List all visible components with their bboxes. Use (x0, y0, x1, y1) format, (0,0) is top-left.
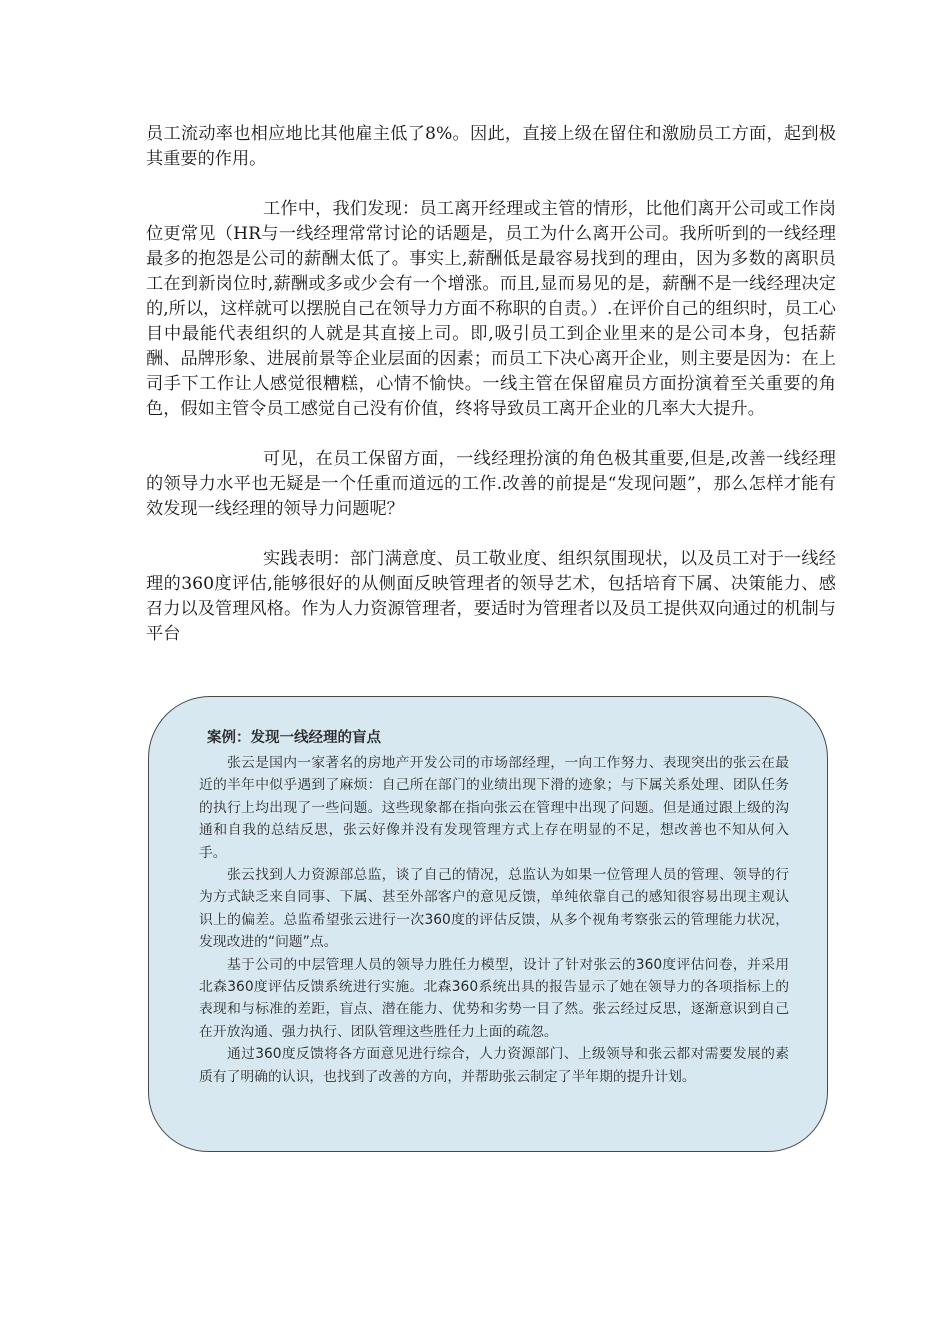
paragraph-conclusion: 可见，在员工保留方面，一线经理扮演的角色极其重要,但是,改善一线经理的领导力水平也无疑是一个任重而道远的工作.改善的前提是“发现问题”，那么怎样才能有效发现一线经理的领导力问题呢？ (146, 449, 836, 519)
paragraph-findings: 工作中，我们发现：员工离开经理或主管的情形，比他们离开公司或工作岗位更常见（HR与一线经理常常讨论的话题是，员工为什么离开公司。我所听到的一线经理最多的抱怨是公司的薪酬太低了。事实上,薪酬低是最容易找到的理由，因为多数的离职员工在到新岗位时,薪酬或多或少会有一个增涨。而且,显而易见的是，薪酬不是一线经理决定的,所以，这样就可以摆脱自己在领导力方面不称职的自责。）.在评价自己的组织时，员工心目中最能代表组织的人就是其直接上司。即,吸引员工到企业里来的是公司本身，包括薪酬、品牌形象、进展前景等企业层面的因素；而员工下决心离开企业，则主要是因为：在上司手下工作让人感觉很糟糕，心情不愉快。一线主管在保留雇员方面扮演着至关重要的角色，假如主管令员工感觉自己没有价值，终将导致员工离开企业的几率大大提升。 (146, 199, 836, 419)
case-paragraph: 基于公司的中层管理人员的领导力胜任力模型，设计了针对张云的360度评估问卷，并采用北森360度评估反馈系统进行实施。北森360系统出具的报告显示了她在领导力的各项指标上的表现和与标准的差距，盲点、潜在能力、优势和劣势一目了然。张云经过反思，逐渐意识到自己在开放沟通、强力执行、团队管理这些胜任力上面的疏忽。 (199, 956, 789, 1040)
paragraph-practice: 实践表明：部门满意度、员工敬业度、组织氛围现状，以及员工对于一线经理的360度评估,能够很好的从侧面反映管理者的领导艺术，包括培育下属、决策能力、感召力以及管理风格。作为人力资源管理者，要适时为管理者以及员工提供双向通过的机制与平台 (146, 549, 836, 644)
case-study-content (199, 727, 789, 1088)
paragraph-turnover: 员工流动率也相应地比其他雇主低了8%。因此，直接上级在留住和激励员工方面，起到极其重要的作用。 (146, 124, 836, 169)
document-body (146, 122, 836, 647)
case-paragraph: 张云是国内一家著名的房地产开发公司的市场部经理，一向工作努力、表现突出的张云在最近的半年中似乎遇到了麻烦：自己所在部门的业绩出现下滑的迹象；与下属关系处理、团队任务的执行上均出现了一些问题。这些现象都在指向张云在管理中出现了问题。但是通过跟上级的沟通和自我的总结反思，张云好像并没有发现管理方式上存在明显的不足，想改善也不知从何入手。 (199, 755, 789, 861)
case-paragraph: 通过360度反馈将各方面意见进行综合，人力资源部门、上级领导和张云都对需要发展的素质有了明确的认识，也找到了改善的方向，并帮助张云制定了半年期的提升计划。 (199, 1046, 789, 1085)
case-paragraph: 张云找到人力资源部总监，谈了自己的情况，总监认为如果一位管理人员的管理、领导的行为方式缺乏来自同事、下属、甚至外部客户的意见反馈，单纯依靠自己的感知很容易出现主观认识上的偏差。总监希望张云进行一次360度的评估反馈，从多个视角考察张云的管理能力状况，发现改进的“问题”点。 (199, 867, 789, 951)
case-study-box (148, 696, 828, 1152)
case-study-title: 案例：发现一线经理的盲点 (207, 730, 381, 746)
